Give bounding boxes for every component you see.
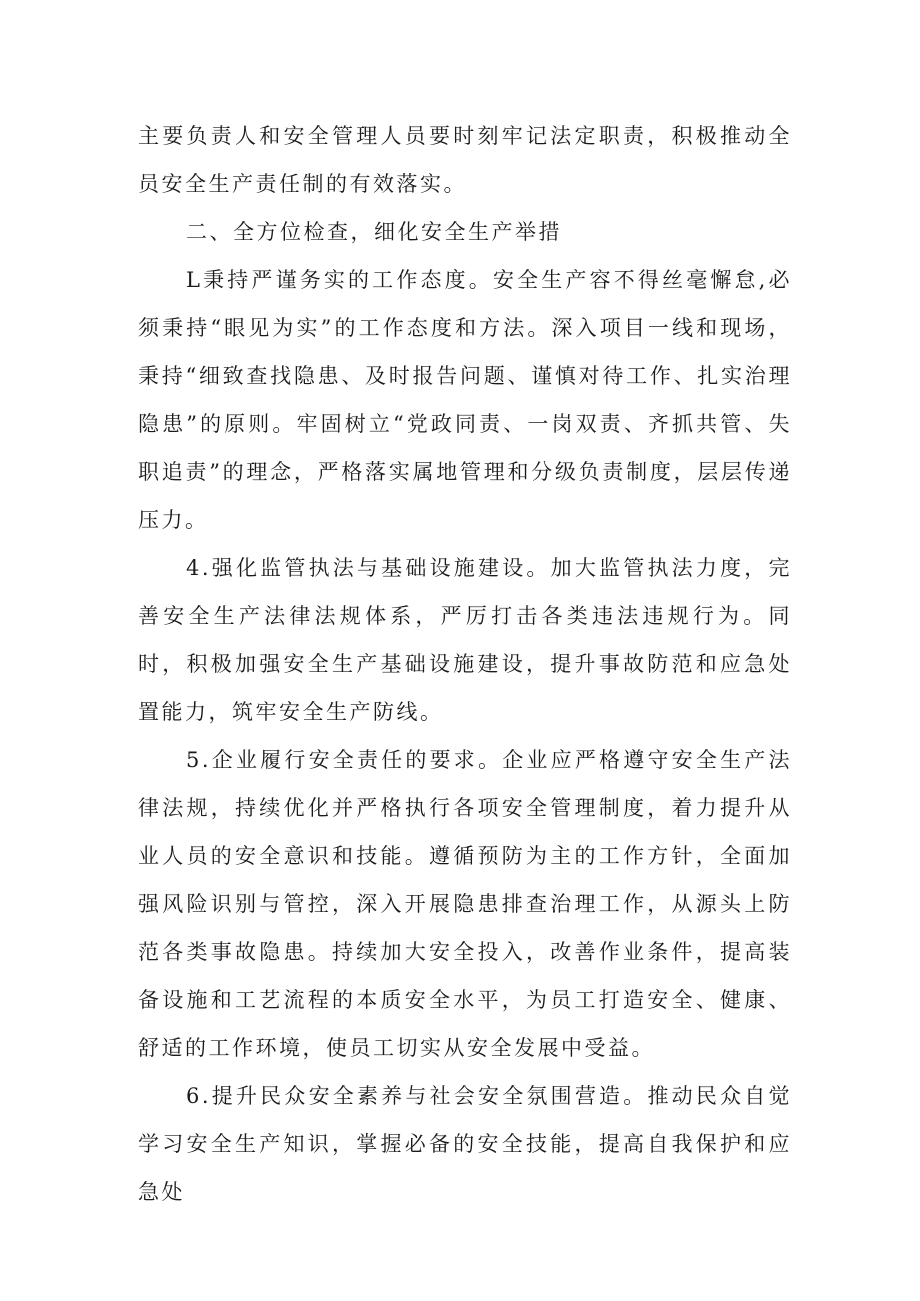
paragraph-item-4-supervision: 4.强化监管执法与基础设施建设。加大监管执法力度，完善安全生产法律法规体系，严厉打击各类违法违规行为。同时，积极加强安全生产基础设施建设，提升事故防范和应急处置能力，筑牢安全生产防线。 (138, 556, 792, 724)
paragraph-item-5-enterprise: 5.企业履行安全责任的要求。企业应严格遵守安全生产法律法规，持续优化并严格执行各项安全管理制度，着力提升从业人员的安全意识和技能。遵循预防为主的工作方针，全面加强风险识别与管控，深入开展隐患排查治理工作，从源头上防范各类事故隐患。持续加大安全投入，改善作业条件，提高装备设施和工艺流程的本质安全水平，为员工打造安全、健康、舒适的工作环境，使员工切实从安全发展中受益。 (138, 748, 792, 1060)
section-heading-inspection: 二、全方位检查，细化安全生产举措 (186, 220, 562, 244)
paragraph-responsibility: 主要负责人和安全管理人员要时刻牢记法定职责，积极推动全员安全生产责任制的有效落实。 (138, 124, 792, 196)
document-body (138, 112, 792, 1216)
paragraph-item-work-attitude: L秉持严谨务实的工作态度。安全生产容不得丝毫懈怠,必须秉持“眼见为实”的工作态度和方法。深入项目一线和现场，秉持“细致查找隐患、及时报告问题、谨慎对待工作、扎实治理隐患”的原则。牢固树立“党政同责、一岗双责、齐抓共管、失职追责”的理念，严格落实属地管理和分级负责制度，层层传递压力。 (138, 268, 792, 532)
paragraph-item-6-public-awareness: 6.提升民众安全素养与社会安全氛围营造。推动民众自觉学习安全生产知识，掌握必备的安全技能，提高自我保护和应急处 (138, 1084, 792, 1204)
